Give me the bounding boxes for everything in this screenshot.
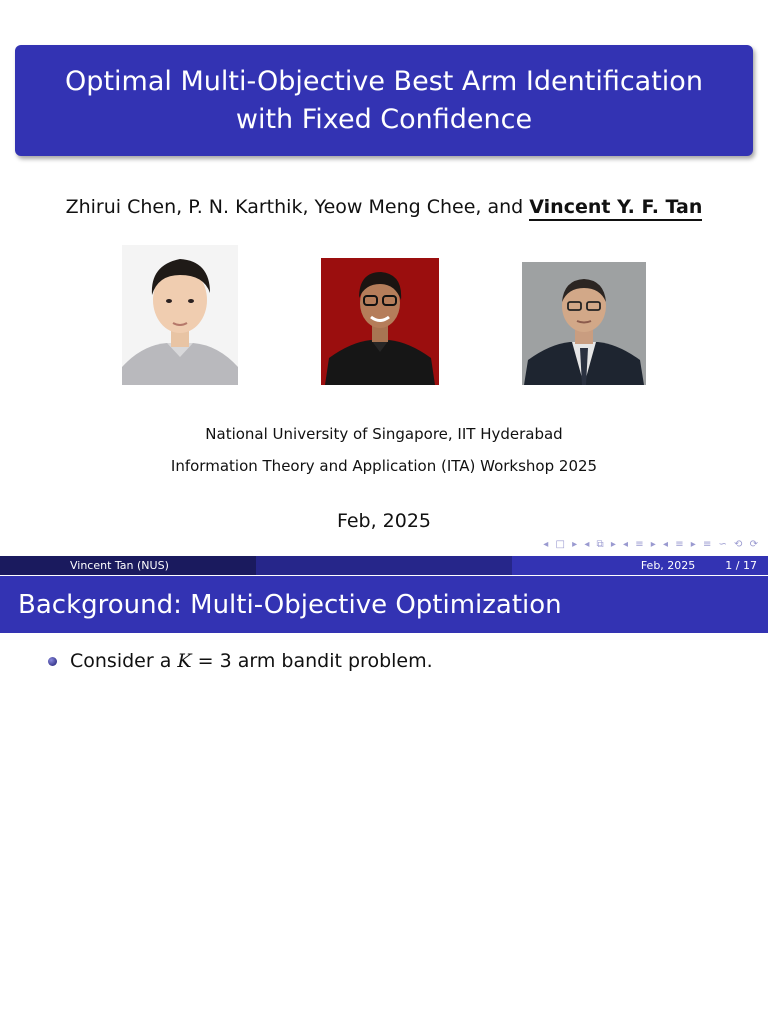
footer-author-text: Vincent Tan (NUS) [70, 559, 169, 572]
bullet-icon [48, 657, 57, 666]
author-photo-2 [321, 258, 439, 385]
footer-middle [256, 556, 512, 575]
math-variable-k: K [177, 650, 192, 672]
footer-bar [0, 556, 768, 575]
affiliation: National University of Singapore, IIT Hyderabad [205, 425, 563, 443]
footer-right [512, 556, 768, 575]
footer-date: Feb, 2025 [640, 559, 696, 572]
bullet-suffix: arm bandit problem. [231, 650, 433, 672]
footer-page-number: 1 / 17 [725, 559, 757, 572]
title-line-2: with Fixed Confidence [235, 103, 533, 135]
title-line-1: Optimal Multi-Objective Best Arm Identification [65, 65, 703, 97]
bullet-text [70, 650, 433, 672]
authors-list: Zhirui Chen, P. N. Karthik, Yeow Meng Chee, and [65, 196, 530, 218]
presenting-author: Vincent Y. F. Tan [529, 196, 702, 221]
presentation-date: Feb, 2025 [336, 510, 432, 532]
authors [0, 196, 768, 218]
frame-title-text: Background: Multi-Objective Optimization [18, 589, 562, 620]
title-box [15, 45, 753, 156]
author-photo-1 [122, 245, 238, 385]
venue: Information Theory and Application (ITA) Workshop 2025 [170, 457, 598, 475]
frame-title [0, 576, 768, 633]
beamer-navigation-icons[interactable]: ◂ □ ▸ ◂ ⧉ ▸ ◂ ≡ ▸ ◂ ≡ ▸ ≡ ∽ ⟲ ⟳ [543, 539, 760, 550]
footer-author [0, 556, 256, 575]
author-photo-3 [522, 262, 646, 385]
bullet-equation: = 3 [191, 650, 232, 672]
bullet-prefix: Consider a [70, 650, 178, 672]
bullet-item [48, 650, 433, 672]
